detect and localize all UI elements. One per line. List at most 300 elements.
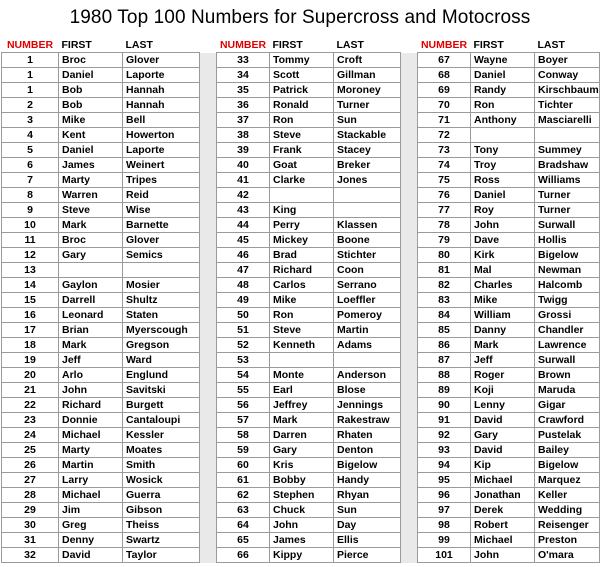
rider-number: 25 [2,443,59,458]
last-name: Serrano [334,278,401,293]
rider-number: 15 [2,293,59,308]
last-name: Myerscough [123,323,200,338]
rider-number: 17 [2,323,59,338]
table-row [2,413,600,428]
rider-number: 43 [217,203,270,218]
last-name: Tripes [123,173,200,188]
first-name: Robert [471,518,535,533]
rider-number: 52 [217,338,270,353]
rider-number: 78 [418,218,471,233]
column-gap [200,368,217,383]
rider-number: 13 [2,263,59,278]
rider-number: 5 [2,143,59,158]
last-name: Chandler [535,323,600,338]
table-row [2,383,600,398]
first-name: Ron [270,113,334,128]
column-gap [401,113,418,128]
column-gap [401,458,418,473]
rider-number: 86 [418,338,471,353]
last-name: Englund [123,368,200,383]
rider-number: 34 [217,68,270,83]
first-name: Bobby [270,473,334,488]
last-name: Gillman [334,68,401,83]
rider-number: 22 [2,398,59,413]
first-name: Kent [59,128,123,143]
first-name: Gary [59,248,123,263]
first-name: Steve [270,323,334,338]
table-row [2,548,600,563]
column-gap [200,98,217,113]
rider-number: 55 [217,383,270,398]
first-name: Mark [59,338,123,353]
column-gap [200,173,217,188]
rider-number: 84 [418,308,471,323]
rider-number: 89 [418,383,471,398]
rider-number: 50 [217,308,270,323]
last-name: Theiss [123,518,200,533]
last-name: Staten [123,308,200,323]
column-gap [401,518,418,533]
last-name: Loeffler [334,293,401,308]
table-row [2,83,600,98]
first-name: Mickey [270,233,334,248]
column-gap [401,143,418,158]
column-gap [401,98,418,113]
table-row [2,518,600,533]
first-name: Greg [59,518,123,533]
column-gap [200,428,217,443]
last-name [123,263,200,278]
first-name: Daniel [59,143,123,158]
last-name: Blose [334,383,401,398]
last-name: Stacey [334,143,401,158]
first-name: Roy [471,203,535,218]
rider-number: 57 [217,413,270,428]
first-name: William [471,308,535,323]
first-name: John [59,383,123,398]
table-row [2,173,600,188]
first-name: Larry [59,473,123,488]
page-title: 1980 Top 100 Numbers for Supercross and Motocross [69,7,531,28]
column-gap [401,368,418,383]
last-name: Day [334,518,401,533]
last-name: Ellis [334,533,401,548]
first-name: Bob [59,98,123,113]
first-name: Arlo [59,368,123,383]
first-name: David [59,548,123,563]
first-name: John [270,518,334,533]
table-row [2,158,600,173]
first-name: Darrell [59,293,123,308]
table-row [2,113,600,128]
last-name: Gregson [123,338,200,353]
last-name [334,353,401,368]
rider-number: 61 [217,473,270,488]
table-row [2,293,600,308]
last-name: Reisenger [535,518,600,533]
rider-number: 33 [217,53,270,68]
first-name: Scott [270,68,334,83]
last-name: Jennings [334,398,401,413]
first-name: Troy [471,158,535,173]
last-name: Sun [334,503,401,518]
last-name: Preston [535,533,600,548]
column-gap [200,548,217,563]
first-name: Jeffrey [270,398,334,413]
first-name: Denny [59,533,123,548]
first-name: Michael [471,533,535,548]
first-name: Randy [471,83,535,98]
first-name: Monte [270,368,334,383]
last-name: Breker [334,158,401,173]
first-name: Richard [59,398,123,413]
column-gap [200,473,217,488]
rider-number: 59 [217,443,270,458]
last-name: Wosick [123,473,200,488]
first-name: Broc [59,53,123,68]
last-name: Adams [334,338,401,353]
table-row [2,263,600,278]
first-name: Kenneth [270,338,334,353]
rider-number: 41 [217,173,270,188]
first-header: FIRST [59,38,123,53]
rider-number: 66 [217,548,270,563]
first-name: Richard [270,263,334,278]
column-gap [200,278,217,293]
last-name: Taylor [123,548,200,563]
last-name: Pierce [334,548,401,563]
column-gap [401,53,418,68]
table-row [2,278,600,293]
last-name: Moroney [334,83,401,98]
rider-number: 28 [2,488,59,503]
last-name: Jones [334,173,401,188]
last-name: Hannah [123,83,200,98]
last-name: Turner [334,98,401,113]
last-name: Barnette [123,218,200,233]
rider-number: 39 [217,143,270,158]
rider-number: 9 [2,203,59,218]
rider-number: 69 [418,83,471,98]
table-row [2,98,600,113]
rider-number: 24 [2,428,59,443]
last-name: Glover [123,53,200,68]
last-name: Smith [123,458,200,473]
rider-number: 72 [418,128,471,143]
column-gap [401,263,418,278]
rider-number: 14 [2,278,59,293]
rider-number: 70 [418,98,471,113]
last-name: Sun [334,113,401,128]
column-gap [200,398,217,413]
last-name: Bigelow [334,458,401,473]
column-gap [200,323,217,338]
rider-number: 96 [418,488,471,503]
rider-number: 97 [418,503,471,518]
rider-number: 10 [2,218,59,233]
rider-number: 3 [2,113,59,128]
table-row [2,458,600,473]
table-row [2,368,600,383]
first-name: Martin [59,458,123,473]
last-name: Mosier [123,278,200,293]
rider-number: 48 [217,278,270,293]
rider-number: 8 [2,188,59,203]
number-header: NUMBER [217,38,270,53]
rider-number: 90 [418,398,471,413]
header-row [2,38,600,53]
column-gap [401,278,418,293]
rider-number: 71 [418,113,471,128]
last-name: Conway [535,68,600,83]
column-gap [200,503,217,518]
first-name: Jeff [471,353,535,368]
last-name: Bigelow [535,248,600,263]
table-row [2,128,600,143]
first-name: Mike [471,293,535,308]
column-gap [401,548,418,563]
last-name: Shultz [123,293,200,308]
first-name: Gaylon [59,278,123,293]
rider-number: 64 [217,518,270,533]
first-name: Clarke [270,173,334,188]
column-gap [200,338,217,353]
column-gap [401,158,418,173]
last-name: Turner [535,188,600,203]
first-name: Perry [270,218,334,233]
rider-number: 92 [418,428,471,443]
first-name: Michael [59,428,123,443]
first-name: Kris [270,458,334,473]
column-gap [401,293,418,308]
first-name: Tony [471,143,535,158]
rider-number: 2 [2,98,59,113]
first-name: Wayne [471,53,535,68]
first-name: Derek [471,503,535,518]
first-name: Mike [270,293,334,308]
rider-number: 60 [217,458,270,473]
rider-number: 68 [418,68,471,83]
rider-number: 1 [2,53,59,68]
rider-number: 82 [418,278,471,293]
rider-number: 32 [2,548,59,563]
first-name [270,188,334,203]
rider-number: 93 [418,443,471,458]
column-gap [401,413,418,428]
last-name: Bigelow [535,458,600,473]
table-row [2,428,600,443]
last-header: LAST [535,38,600,53]
first-name: Jim [59,503,123,518]
column-gap [401,248,418,263]
last-name: Bradshaw [535,158,600,173]
first-name: David [471,413,535,428]
column-gap [200,38,217,53]
first-name: Ross [471,173,535,188]
table-row [2,443,600,458]
last-header: LAST [334,38,401,53]
first-name: Ronald [270,98,334,113]
first-name: Jonathan [471,488,535,503]
rider-number: 37 [217,113,270,128]
last-name: Denton [334,443,401,458]
first-name: Mark [270,413,334,428]
rider-number: 36 [217,98,270,113]
last-name: Wise [123,203,200,218]
table-row [2,143,600,158]
first-name: Marty [59,173,123,188]
column-gap [401,68,418,83]
column-gap [200,128,217,143]
last-name: Stichter [334,248,401,263]
last-name: Maruda [535,383,600,398]
rider-number: 30 [2,518,59,533]
last-name [334,203,401,218]
rider-number: 46 [217,248,270,263]
number-header: NUMBER [2,38,59,53]
last-name: Handy [334,473,401,488]
rider-number: 88 [418,368,471,383]
last-name [334,188,401,203]
last-name: Moates [123,443,200,458]
last-name: Pustelak [535,428,600,443]
first-name [270,353,334,368]
last-name: Boone [334,233,401,248]
column-gap [200,53,217,68]
last-name: Wedding [535,503,600,518]
column-gap [401,173,418,188]
first-name: Koji [471,383,535,398]
first-name: Goat [270,158,334,173]
first-name: Ron [471,98,535,113]
first-name [471,128,535,143]
rider-number: 77 [418,203,471,218]
table-row [2,308,600,323]
last-name [535,128,600,143]
table-row [2,503,600,518]
table-row [2,68,600,83]
column-gap [401,383,418,398]
table-row [2,233,600,248]
rider-number: 79 [418,233,471,248]
column-gap [200,248,217,263]
rider-number: 38 [217,128,270,143]
column-gap [401,38,418,53]
last-name: Hollis [535,233,600,248]
last-name: Turner [535,203,600,218]
first-name: Carlos [270,278,334,293]
first-name: James [59,158,123,173]
first-name: James [270,533,334,548]
last-name: Savitski [123,383,200,398]
number-header: NUMBER [418,38,471,53]
last-name: Surwall [535,218,600,233]
first-name: Bob [59,83,123,98]
column-gap [200,458,217,473]
last-name: Kirschbaum [535,83,600,98]
last-name: Guerra [123,488,200,503]
last-name: Croft [334,53,401,68]
first-name: Kirk [471,248,535,263]
last-name: Howerton [123,128,200,143]
first-name: John [471,548,535,563]
first-name: Steve [59,203,123,218]
column-gap [401,323,418,338]
last-name: Crawford [535,413,600,428]
first-name: Dave [471,233,535,248]
column-gap [200,158,217,173]
first-name: Ron [270,308,334,323]
rider-number: 47 [217,263,270,278]
table-row [2,488,600,503]
last-name: Boyer [535,53,600,68]
last-name: Halcomb [535,278,600,293]
column-gap [401,308,418,323]
column-gap [200,383,217,398]
column-gap [200,263,217,278]
first-name: Mark [471,338,535,353]
column-gap [401,203,418,218]
first-name: David [471,443,535,458]
first-name: Donnie [59,413,123,428]
rider-number: 63 [217,503,270,518]
last-name: Rhaten [334,428,401,443]
first-name: Daniel [59,68,123,83]
column-gap [401,488,418,503]
first-name: Danny [471,323,535,338]
rider-number: 58 [217,428,270,443]
rider-number: 35 [217,83,270,98]
first-name: Roger [471,368,535,383]
rider-number: 53 [217,353,270,368]
first-name: Daniel [471,68,535,83]
rider-number: 11 [2,233,59,248]
table-row [2,203,600,218]
last-name: Swartz [123,533,200,548]
rider-number: 29 [2,503,59,518]
rider-number: 85 [418,323,471,338]
first-name: Patrick [270,83,334,98]
column-gap [200,353,217,368]
first-name: Chuck [270,503,334,518]
column-gap [401,443,418,458]
table-row [2,218,600,233]
first-name: Broc [59,233,123,248]
last-name: Gibson [123,503,200,518]
rider-number: 6 [2,158,59,173]
first-header: FIRST [270,38,334,53]
rider-number: 80 [418,248,471,263]
last-name: Pomeroy [334,308,401,323]
column-gap [200,518,217,533]
rider-number: 56 [217,398,270,413]
last-name: Masciarelli [535,113,600,128]
column-gap [200,218,217,233]
first-name: Darren [270,428,334,443]
first-name: Lenny [471,398,535,413]
column-gap [200,233,217,248]
last-name: Ward [123,353,200,368]
first-name: Kippy [270,548,334,563]
first-name [59,263,123,278]
table-row [2,248,600,263]
rider-number: 40 [217,158,270,173]
rider-number: 1 [2,83,59,98]
rider-number: 54 [217,368,270,383]
first-name: Frank [270,143,334,158]
rider-number: 83 [418,293,471,308]
last-name: Weinert [123,158,200,173]
